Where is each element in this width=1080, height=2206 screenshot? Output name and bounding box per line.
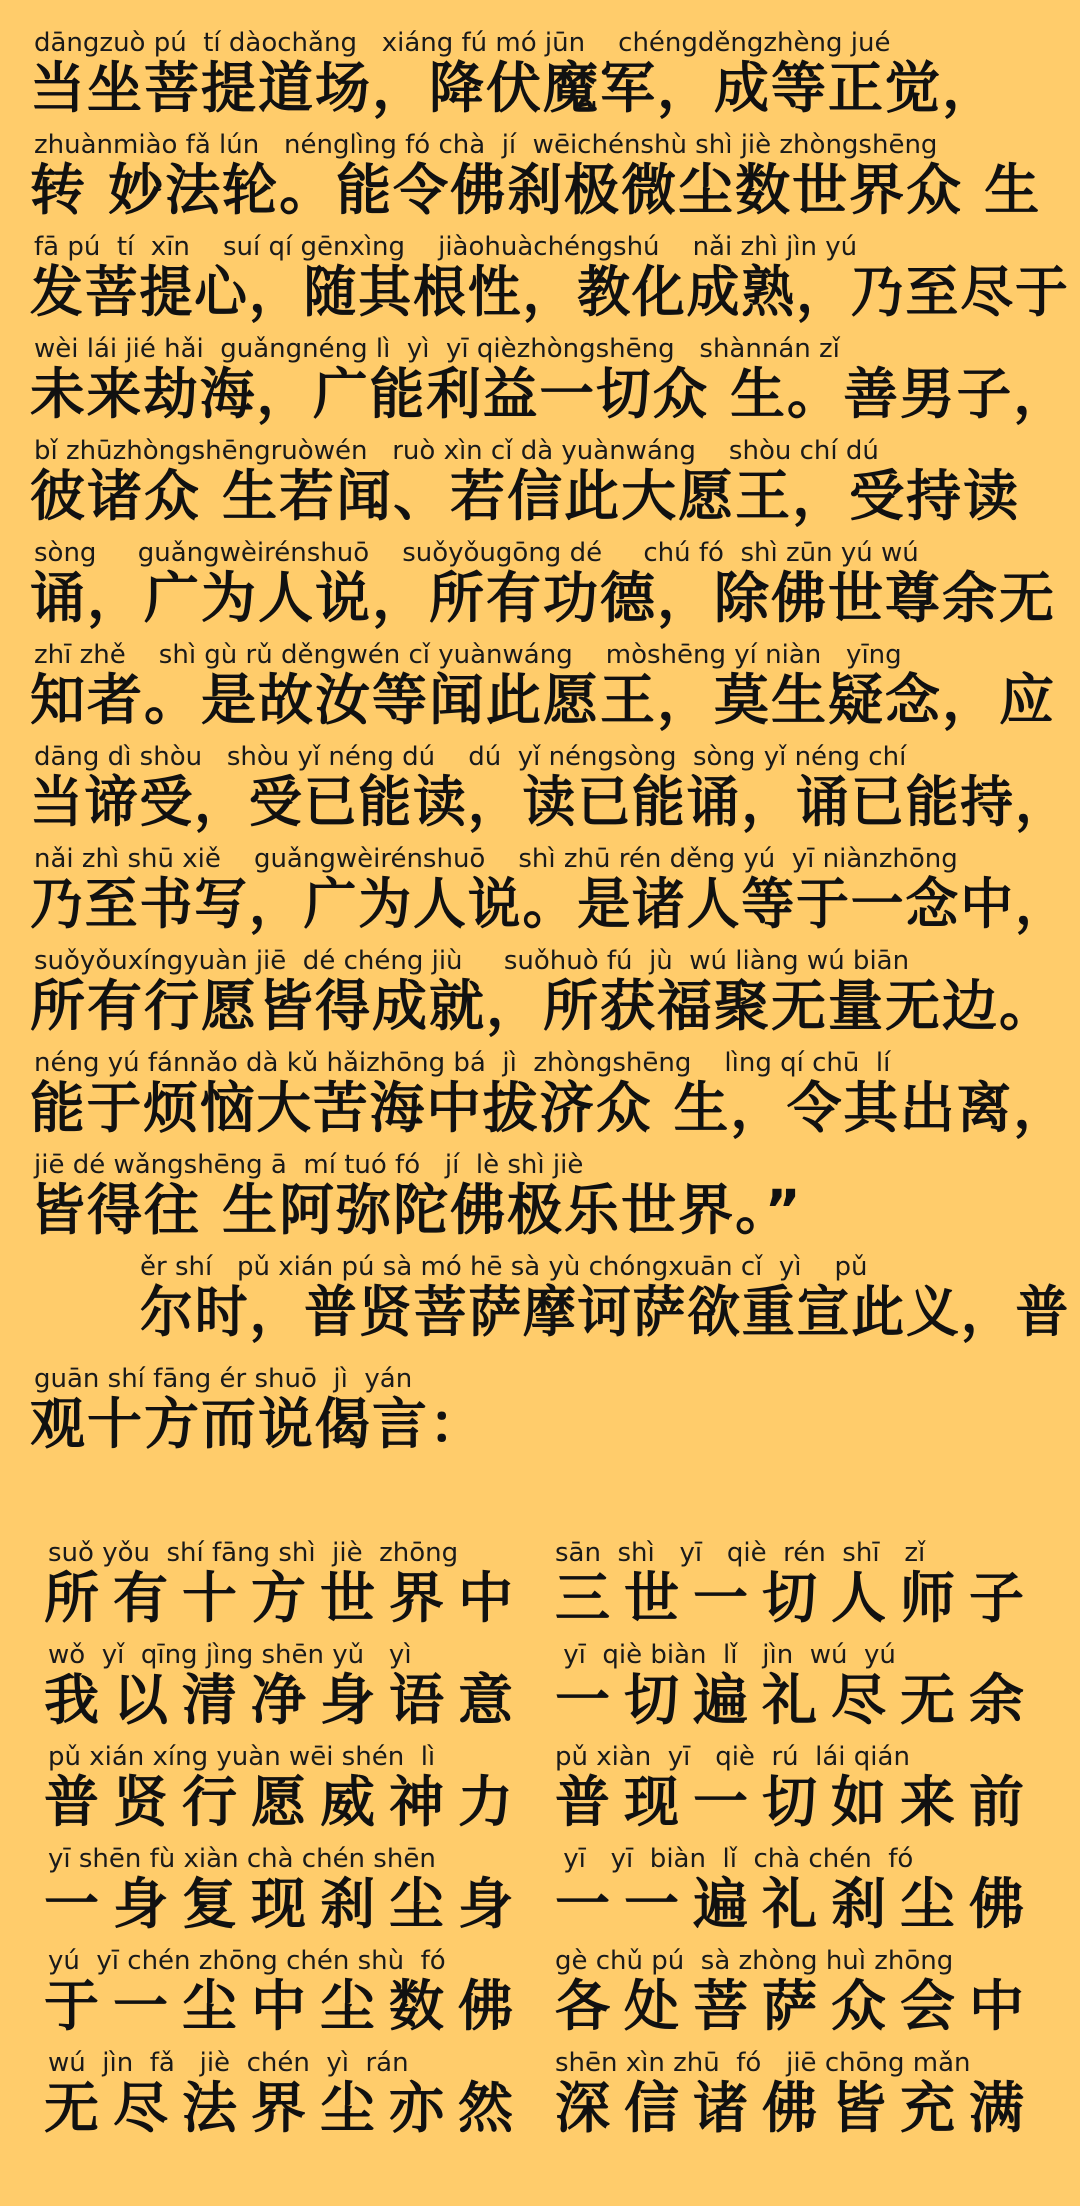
hanzi-text: 当坐菩提道场，降伏魔军，成等正觉， (30, 56, 1000, 120)
verse-right-hanzi: 一切遍礼尽无余 (555, 1668, 1039, 1732)
verse-left-pinyin: pǔ xián xíng yuàn wēi shén lì (48, 1742, 436, 1772)
verse-right-pinyin: yī qiè biàn lǐ jìn wú yú (555, 1640, 896, 1670)
verse-right-pinyin: pǔ xiàn yī qiè rú lái qián (555, 1742, 910, 1772)
verse-left-hanzi: 所有十方世界中 (44, 1566, 528, 1630)
pinyin-text: nǎi zhì shū xiě guǎngwèirénshuō shì zhū rén děng yú yī niànzhōng (34, 844, 958, 874)
hanzi-text: 乃至书写，广为人说。是诸人等于一念中， (30, 872, 1070, 936)
hanzi-text: 诵，广为人说，所有功德，除佛世尊余无 (30, 566, 1057, 630)
pinyin-text: zhuànmiào fǎ lún nénglìng fó chà jí wēichénshù shì jiè zhòngshēng (34, 130, 938, 160)
verse-right-hanzi: 各处菩萨众会中 (555, 1974, 1039, 2038)
verse-left-hanzi: 我以清净身语意 (44, 1668, 528, 1732)
hanzi-text: 彼诸众 生若闻、若信此大愿王，受持读 (30, 464, 1021, 528)
pinyin-text: wèi lái jié hǎi guǎngnéng lì yì yī qièzhòngshēng shànnán zǐ (34, 334, 840, 364)
verse-right-hanzi: 一一遍礼刹尘佛 (555, 1872, 1039, 1936)
pinyin-text: guān shí fāng ér shuō jì yán (34, 1364, 413, 1394)
hanzi-text: 能于烦恼大苦海中拔济众 生，令其出离， (30, 1076, 1070, 1140)
pinyin-text: zhī zhě shì gù rǔ děngwén cǐ yuànwáng mòshēng yí niàn yīng (34, 640, 902, 670)
verse-left-hanzi: 于一尘中尘数佛 (44, 1974, 528, 2038)
hanzi-text: 转 妙法轮。能令佛刹极微尘数世界众 生 (30, 158, 1042, 222)
verse-left-pinyin: wǒ yǐ qīng jìng shēn yǔ yì (48, 1640, 412, 1670)
verse-left-hanzi: 普贤行愿威神力 (44, 1770, 528, 1834)
pinyin-text: néng yú fánnǎo dà kǔ hǎizhōng bá jì zhòngshēng lìng qí chū lí (34, 1048, 891, 1078)
verse-right-hanzi: 普现一切如来前 (555, 1770, 1039, 1834)
pinyin-text: dāng dì shòu shòu yǐ néng dú dú yǐ néngsòng sòng yǐ néng chí (34, 742, 907, 772)
pinyin-text: sòng guǎngwèirénshuō suǒyǒugōng dé chú fó shì zūn yú wú (34, 538, 919, 568)
pinyin-text: dāngzuò pú tí dàochǎng xiáng fú mó jūn chéngděngzhèng jué (34, 28, 891, 58)
hanzi-text: 所有行愿皆得成就，所获福聚无量无边。 (30, 974, 1057, 1038)
verse-left-pinyin: yī shēn fù xiàn chà chén shēn (48, 1844, 436, 1874)
pinyin-text: ěr shí pǔ xián pú sà mó hē sà yù chóngxuān cǐ yì pǔ (140, 1252, 868, 1282)
verse-right-hanzi: 三世一切人师子 (555, 1566, 1039, 1630)
hanzi-text: 发菩提心，随其根性，教化成熟，乃至尽于 (30, 260, 1070, 324)
hanzi-text: 皆得往 生阿弥陀佛极乐世界。” (30, 1178, 803, 1242)
hanzi-text: 尔时，普贤菩萨摩诃萨欲重宣此义，普 (140, 1280, 1071, 1344)
hanzi-text: 当谛受，受已能读，读已能诵，诵已能持， (30, 770, 1070, 834)
pinyin-text: bǐ zhūzhòngshēngruòwén ruò xìn cǐ dà yuànwáng shòu chí dú (34, 436, 879, 466)
pinyin-text: suǒyǒuxíngyuàn jiē dé chéng jiù suǒhuò fú jù wú liàng wú biān (34, 946, 910, 976)
verse-left-pinyin: suǒ yǒu shí fāng shì jiè zhōng (48, 1538, 459, 1568)
verse-left-pinyin: wú jìn fǎ jiè chén yì rán (48, 2048, 409, 2078)
verse-right-pinyin: yī yī biàn lǐ chà chén fó (555, 1844, 914, 1874)
hanzi-text: 知者。是故汝等闻此愿王，莫生疑念，应 (30, 668, 1057, 732)
verse-left-hanzi: 一身复现刹尘身 (44, 1872, 528, 1936)
verse-right-hanzi: 深信诸佛皆充满 (555, 2076, 1039, 2140)
hanzi-text: 未来劫海，广能利益一切众 生。善男子， (30, 362, 1070, 426)
verse-right-pinyin: shēn xìn zhū fó jiē chōng mǎn (555, 2048, 971, 2078)
verse-left-pinyin: yú yī chén zhōng chén shù fó (48, 1946, 446, 1976)
hanzi-text: 观十方而说偈言： (30, 1392, 487, 1456)
pinyin-text: jiē dé wǎngshēng ā mí tuó fó jí lè shì jiè (34, 1150, 584, 1180)
verse-right-pinyin: gè chǔ pú sà zhòng huì zhōng (555, 1946, 954, 1976)
pinyin-text: fā pú tí xīn suí qí gēnxìng jiàohuàchéngshú nǎi zhì jìn yú (34, 232, 858, 262)
verse-right-pinyin: sān shì yī qiè rén shī zǐ (555, 1538, 926, 1568)
verse-left-hanzi: 无尽法界尘亦然 (44, 2076, 528, 2140)
